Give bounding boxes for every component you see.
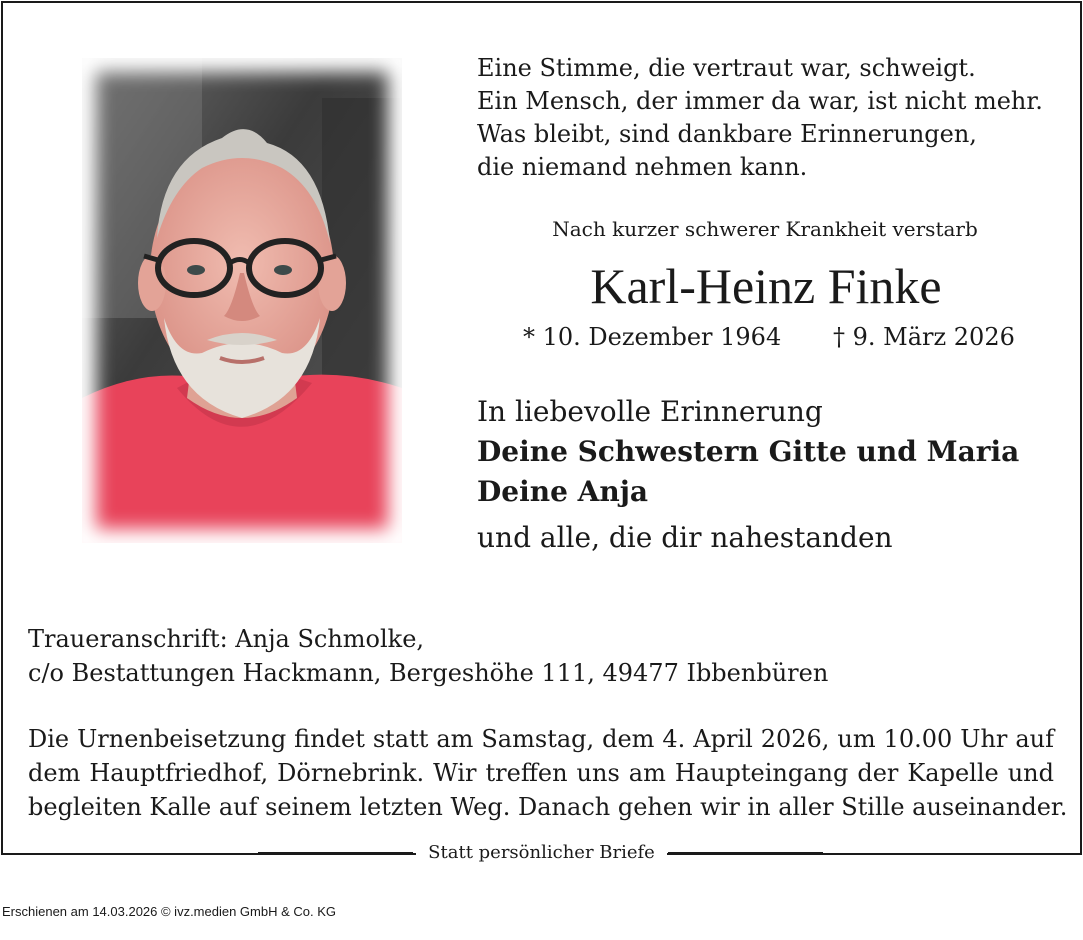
mourners-sisters: Deine Schwestern Gitte und Maria bbox=[477, 435, 1020, 468]
burial-line: Die Urnenbeisetzung findet statt am Samstag, dem 4. April 2026, um 10.00 Uhr auf bbox=[28, 725, 1054, 753]
publication-credit: Erschienen am 14.03.2026 © ivz.medien GmbH & Co. KG bbox=[2, 904, 337, 919]
divider bbox=[258, 852, 413, 855]
death-intro: Nach kurzer schwerer Krankheit verstarb bbox=[552, 217, 978, 241]
divider bbox=[668, 852, 823, 855]
footer-label: Statt persönlicher Briefe bbox=[416, 841, 667, 865]
poem-line: Eine Stimme, die vertraut war, schweigt. bbox=[477, 54, 976, 82]
footer-note bbox=[0, 841, 1083, 865]
poem-line: Ein Mensch, der immer da war, ist nicht mehr. bbox=[477, 87, 1043, 115]
burial-details bbox=[28, 722, 1068, 824]
mourners-others: und alle, die dir nahestanden bbox=[477, 521, 893, 554]
memory-heading: In liebevolle Erinnerung bbox=[477, 395, 823, 428]
burial-line: dem Hauptfriedhof, Dörnebrink. Wir treffen uns am Haupteingang der Kapelle und bbox=[28, 759, 1054, 787]
poem-line: die niemand nehmen kann. bbox=[477, 153, 808, 181]
poem-line: Was bleibt, sind dankbare Erinnerungen, bbox=[477, 120, 977, 148]
death-date: † 9. März 2026 bbox=[833, 323, 1015, 351]
portrait-photo bbox=[82, 58, 402, 543]
life-dates bbox=[523, 322, 1043, 352]
mourners bbox=[477, 392, 1077, 558]
deceased-name: Karl-Heinz Finke bbox=[590, 258, 942, 314]
mourners-partner: Deine Anja bbox=[477, 475, 649, 508]
birth-date: * 10. Dezember 1964 bbox=[523, 323, 782, 351]
burial-line: begleiten Kalle auf seinem letzten Weg. Danach gehen wir in aller Stille auseinander. bbox=[28, 793, 1068, 821]
address-line: Traueranschrift: Anja Schmolke, bbox=[28, 625, 425, 653]
address-line: c/o Bestattungen Hackmann, Bergeshöhe 111, 49477 Ibbenbüren bbox=[28, 659, 829, 687]
poem bbox=[477, 52, 1067, 184]
mourning-address bbox=[28, 622, 1068, 690]
portrait-illustration bbox=[82, 58, 402, 543]
